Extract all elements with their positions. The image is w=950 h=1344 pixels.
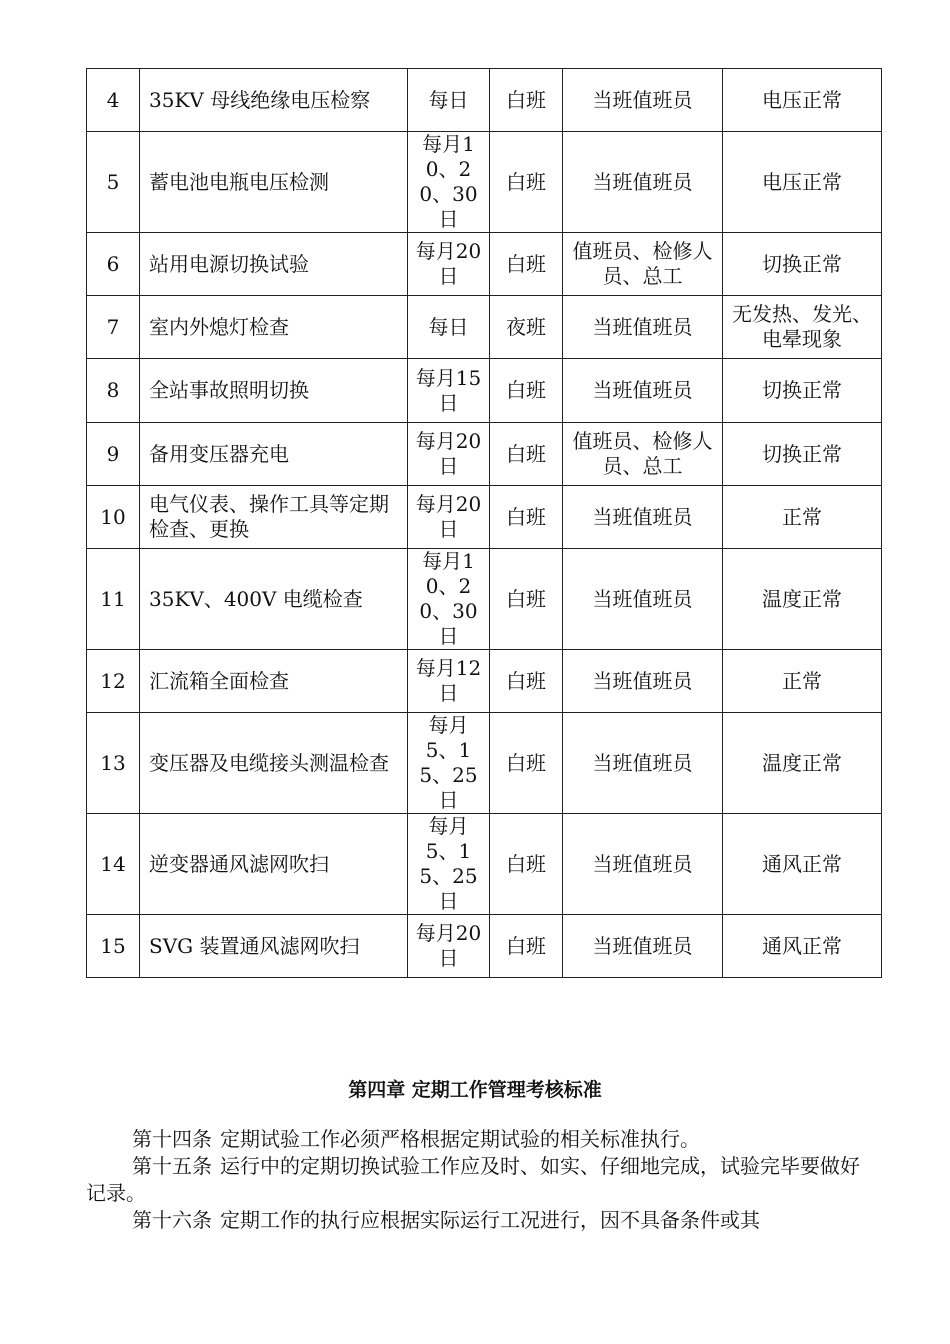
shift: 夜班	[490, 296, 563, 359]
standard: 切换正常	[723, 359, 882, 423]
responsible-person: 当班值班员	[563, 713, 723, 814]
clause-number: 第十四条	[132, 1127, 212, 1151]
work-item: 35KV、400V 电缆检查	[140, 549, 408, 650]
standard: 正常	[723, 486, 882, 549]
shift: 白班	[490, 713, 563, 814]
shift: 白班	[490, 549, 563, 650]
responsible-person: 值班员、检修人员、总工	[563, 233, 723, 296]
standard: 通风正常	[723, 814, 882, 915]
clause-text: 定期试验工作必须严格根据定期试验的相关标准执行。	[220, 1127, 700, 1151]
responsible-person: 当班值班员	[563, 549, 723, 650]
frequency: 每月10、20、30日	[408, 549, 490, 650]
responsible-person: 当班值班员	[563, 486, 723, 549]
work-item: 站用电源切换试验	[140, 233, 408, 296]
responsible-person: 当班值班员	[563, 814, 723, 915]
standard: 温度正常	[723, 549, 882, 650]
chapter-title: 第四章 定期工作管理考核标准	[348, 1079, 602, 1101]
periodic-work-table	[86, 68, 882, 978]
table-row	[87, 915, 882, 978]
shift: 白班	[490, 132, 563, 233]
table-row	[87, 814, 882, 915]
row-number: 13	[87, 713, 140, 814]
work-item: 备用变压器充电	[140, 423, 408, 486]
frequency: 每日	[408, 296, 490, 359]
work-item: 35KV 母线绝缘电压检察	[140, 69, 408, 132]
row-number: 15	[87, 915, 140, 978]
clause-number: 第十五条	[132, 1154, 212, 1178]
table-row	[87, 296, 882, 359]
table-row	[87, 423, 882, 486]
frequency: 每月15日	[408, 359, 490, 423]
table-row	[87, 650, 882, 713]
responsible-person: 当班值班员	[563, 69, 723, 132]
work-item: 电气仪表、操作工具等定期检查、更换	[140, 486, 408, 549]
row-number: 10	[87, 486, 140, 549]
row-number: 7	[87, 296, 140, 359]
row-number: 4	[87, 69, 140, 132]
frequency: 每月5、15、25日	[408, 713, 490, 814]
standard: 温度正常	[723, 713, 882, 814]
shift: 白班	[490, 233, 563, 296]
standard: 切换正常	[723, 233, 882, 296]
shift: 白班	[490, 814, 563, 915]
table-row	[87, 233, 882, 296]
responsible-person: 当班值班员	[563, 296, 723, 359]
clause-14	[86, 1126, 876, 1153]
clause-16	[86, 1207, 876, 1234]
work-item: 逆变器通风滤网吹扫	[140, 814, 408, 915]
shift: 白班	[490, 359, 563, 423]
standard: 通风正常	[723, 915, 882, 978]
table-row	[87, 359, 882, 423]
responsible-person: 当班值班员	[563, 915, 723, 978]
row-number: 12	[87, 650, 140, 713]
clause-text: 运行中的定期切换试验工作应及时、如实、仔细地完成，试验完毕要做好记录。	[86, 1154, 860, 1205]
table-row	[87, 549, 882, 650]
row-number: 5	[87, 132, 140, 233]
table-row	[87, 486, 882, 549]
work-item: 汇流箱全面检查	[140, 650, 408, 713]
table-row	[87, 69, 882, 132]
work-item: 变压器及电缆接头测温检查	[140, 713, 408, 814]
row-number: 8	[87, 359, 140, 423]
clause-list	[86, 1126, 876, 1234]
frequency: 每月20日	[408, 423, 490, 486]
frequency: 每日	[408, 69, 490, 132]
row-number: 11	[87, 549, 140, 650]
clause-text: 定期工作的执行应根据实际运行工况进行，因不具备条件或其	[220, 1208, 760, 1232]
frequency: 每月5、15、25日	[408, 814, 490, 915]
standard: 无发热、发光、电晕现象	[723, 296, 882, 359]
row-number: 9	[87, 423, 140, 486]
work-item: 蓄电池电瓶电压检测	[140, 132, 408, 233]
row-number: 14	[87, 814, 140, 915]
clause-number: 第十六条	[132, 1208, 212, 1232]
standard: 正常	[723, 650, 882, 713]
responsible-person: 当班值班员	[563, 132, 723, 233]
work-item: 室内外熄灯检查	[140, 296, 408, 359]
shift: 白班	[490, 915, 563, 978]
responsible-person: 当班值班员	[563, 650, 723, 713]
responsible-person: 值班员、检修人员、总工	[563, 423, 723, 486]
frequency: 每月20日	[408, 233, 490, 296]
shift: 白班	[490, 69, 563, 132]
table-row	[87, 713, 882, 814]
responsible-person: 当班值班员	[563, 359, 723, 423]
frequency: 每月20日	[408, 486, 490, 549]
work-item: 全站事故照明切换	[140, 359, 408, 423]
work-item: SVG 装置通风滤网吹扫	[140, 915, 408, 978]
frequency: 每月12日	[408, 650, 490, 713]
standard: 电压正常	[723, 132, 882, 233]
standard: 电压正常	[723, 69, 882, 132]
standard: 切换正常	[723, 423, 882, 486]
clause-15	[86, 1153, 876, 1207]
shift: 白班	[490, 650, 563, 713]
frequency: 每月20日	[408, 915, 490, 978]
frequency: 每月10、20、30日	[408, 132, 490, 233]
shift: 白班	[490, 486, 563, 549]
row-number: 6	[87, 233, 140, 296]
shift: 白班	[490, 423, 563, 486]
table-row	[87, 132, 882, 233]
